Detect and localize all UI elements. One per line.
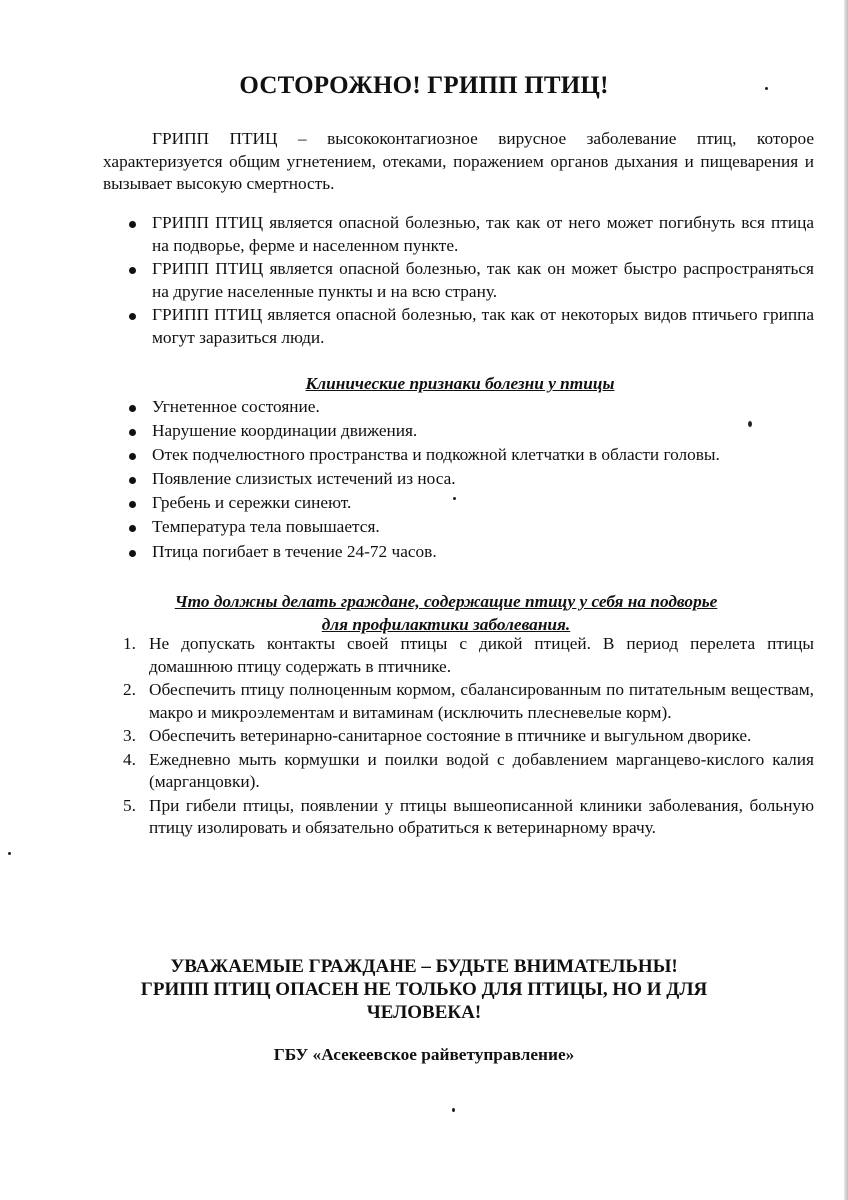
bullet-icon <box>129 525 136 532</box>
list-item <box>103 258 814 303</box>
scan-speck <box>8 852 11 855</box>
list-item <box>103 795 814 840</box>
warning-block <box>0 955 848 1024</box>
sign-text: Появление слизистых истечений из носа. <box>152 469 456 489</box>
sign-text: Нарушение координации движения. <box>152 421 418 441</box>
action-text: Обеспечить птицу полноценным кормом, сбалансированным по питательным веществам, макро и микроэлементам и витаминам (исключить плесневелые корм). <box>149 680 814 722</box>
bullet-icon <box>129 267 136 274</box>
list-item <box>103 679 814 724</box>
bullet-icon <box>129 405 136 412</box>
signs-list <box>103 396 823 565</box>
danger-text: ГРИПП ПТИЦ является опасной болезнью, так как от него может погибнуть вся птица на подворье, ферме и населенном пункте. <box>152 213 814 255</box>
action-text: При гибели птицы, появлении у птицы вышеописанной клиники заболевания, больную птицу изолировать и обязательно обратиться к ветеринарному врачу. <box>149 795 814 837</box>
intro-paragraph: ГРИПП ПТИЦ – высококонтагиозное вирусное заболевание птиц, которое характеризуется общим угнетением, отеками, поражением органов дыхания и пищеварения и вызывает высокую смертность. <box>103 129 814 193</box>
dangers-list <box>103 212 814 350</box>
item-number: 2. <box>123 680 136 699</box>
action-text: Не допускать контакты своей птицы с дикой птицей. В период перелета птицы домашнюю птицу содержать в птичнике. <box>149 634 814 676</box>
sign-text: Температура тела повышается. <box>152 517 380 537</box>
danger-text: ГРИПП ПТИЦ является опасной болезнью, так как он может быстро распространяться на другие населенные пункты и на всю страну. <box>152 259 814 301</box>
list-item <box>103 492 823 516</box>
sign-text: Угнетенное состояние. <box>152 397 320 416</box>
scan-speck <box>765 87 768 90</box>
list-item <box>103 749 814 794</box>
list-item <box>103 304 814 349</box>
actions-heading-line-2: для профилактики заболевания. <box>321 614 571 634</box>
bullet-icon <box>129 501 136 508</box>
scan-speck <box>748 421 752 427</box>
warning-line-1: УВАЖАЕМЫЕ ГРАЖДАНЕ – БУДЬТЕ ВНИМАТЕЛЬНЫ! <box>170 956 678 977</box>
list-item <box>103 396 823 420</box>
bullet-icon <box>129 477 136 484</box>
list-item <box>103 725 814 748</box>
item-number: 3. <box>123 726 136 745</box>
document-title: ОСТОРОЖНО! ГРИПП ПТИЦ! <box>239 72 609 99</box>
bullet-icon <box>129 429 136 436</box>
item-number: 1. <box>123 634 136 653</box>
sign-text: Гребень и сережки синеют. <box>152 493 352 513</box>
sign-text: Птица погибает в течение 24-72 часов. <box>152 541 437 561</box>
actions-heading-line-1: Что должны делать граждане, содержащие птицу у себя на подворье <box>174 592 718 611</box>
actions-heading <box>46 591 846 636</box>
list-item <box>103 633 814 678</box>
item-number: 5. <box>123 795 136 815</box>
bullet-icon <box>129 313 136 320</box>
actions-list <box>103 633 814 841</box>
bullet-icon <box>129 221 136 228</box>
warning-line-3: ЧЕЛОВЕКА! <box>366 1002 482 1023</box>
list-item <box>103 516 823 540</box>
bullet-icon <box>129 453 136 460</box>
action-text: Ежедневно мыть кормушки и поилки водой с добавлением марганцево-кислого калия (марганцовки). <box>149 749 814 791</box>
danger-text: ГРИПП ПТИЦ является опасной болезнью, так как от некоторых видов птичьего гриппа могут заразиться люди. <box>152 305 814 347</box>
item-number: 4. <box>123 749 136 769</box>
list-item <box>103 212 814 257</box>
list-item <box>103 420 823 444</box>
organization-signature: ГБУ «Асекеевское райветуправление» <box>273 1045 575 1064</box>
scan-speck <box>453 497 456 500</box>
signs-heading: Клинические признаки болезни у птицы <box>305 374 615 393</box>
action-text: Обеспечить ветеринарно-санитарное состояние в птичнике и выгульном дворике. <box>149 726 752 745</box>
list-item <box>103 468 823 492</box>
list-item <box>103 444 823 468</box>
bullet-icon <box>129 550 136 557</box>
sign-text: Отек подчелюстного пространства и подкожной клетчатки в области головы. <box>152 445 720 465</box>
warning-line-2: ГРИПП ПТИЦ ОПАСЕН НЕ ТОЛЬКО ДЛЯ ПТИЦЫ, НО И ДЛЯ <box>140 979 708 1000</box>
list-item <box>103 541 823 565</box>
scan-speck <box>452 1108 455 1112</box>
